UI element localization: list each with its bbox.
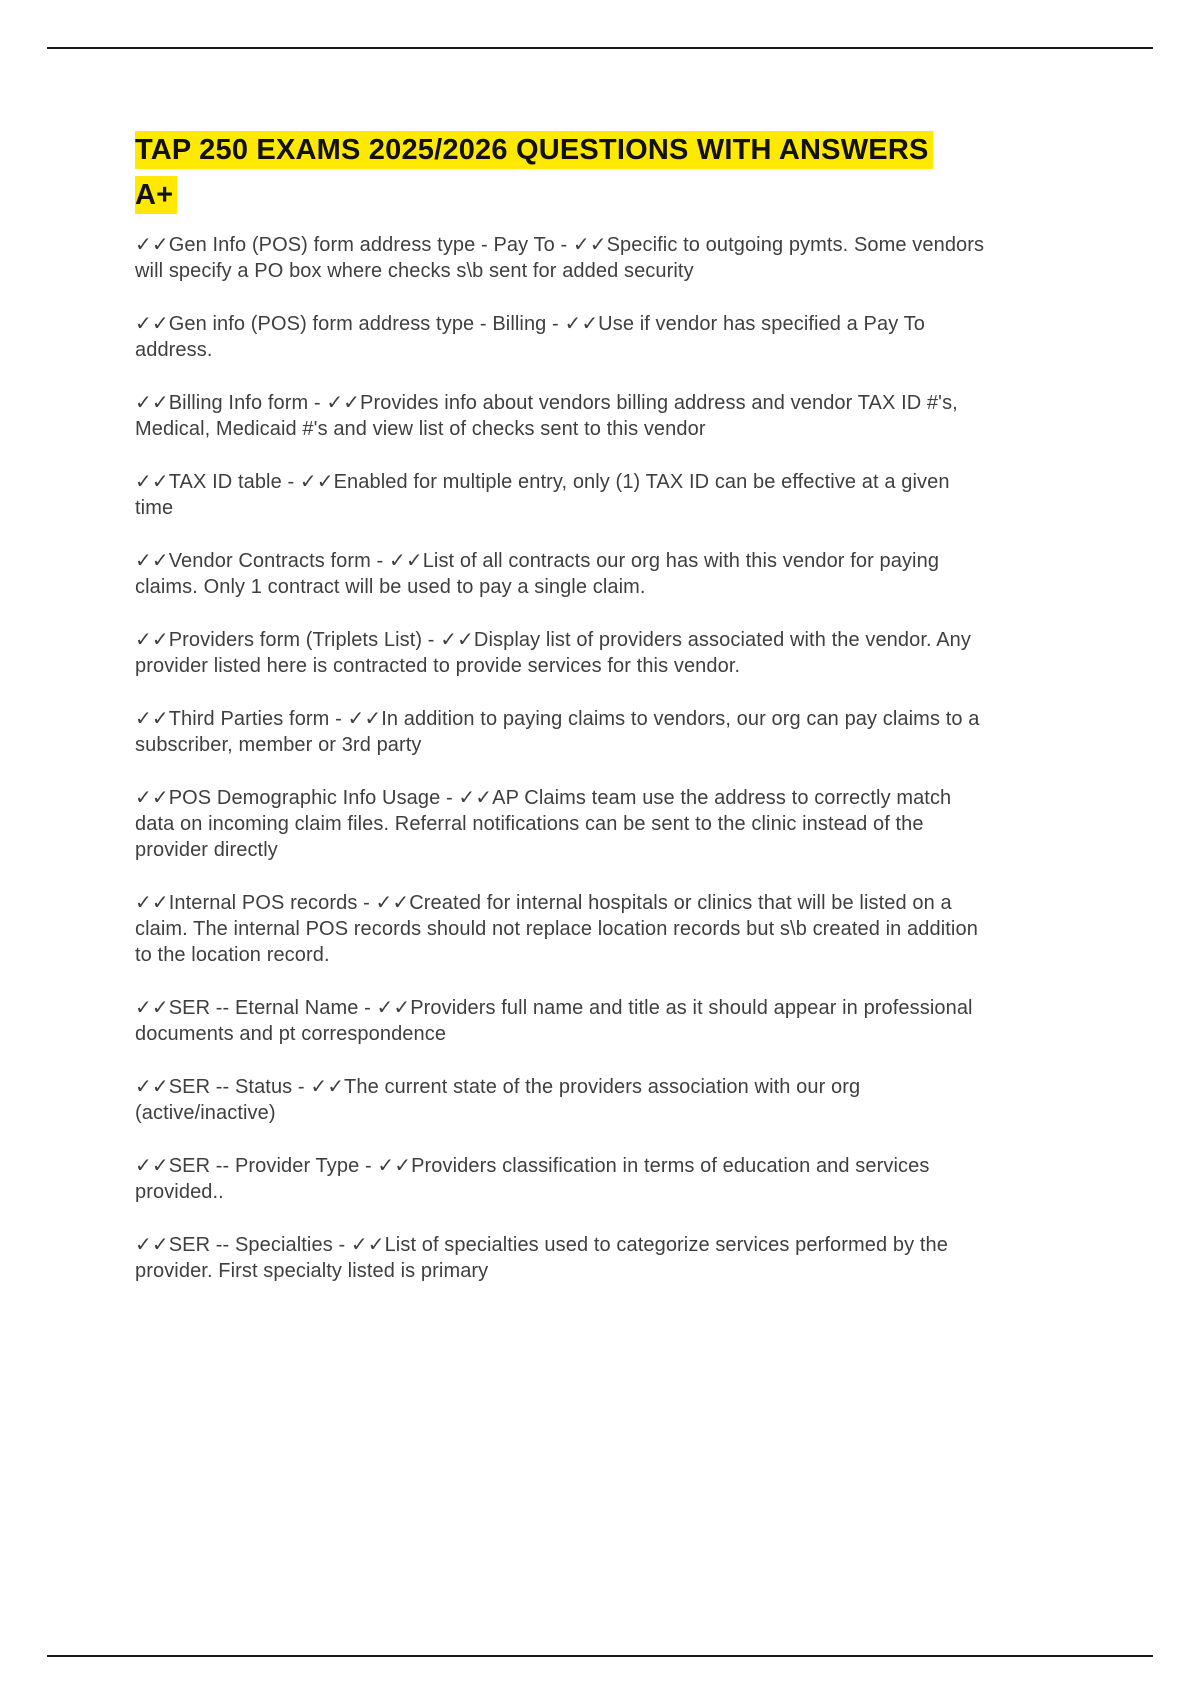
top-border-rule [47,47,1153,49]
qa-paragraph: ✓✓Third Parties form - ✓✓In addition to paying claims to vendors, our org can pay claims to a subscriber, member or 3rd party [135,707,980,756]
qa-paragraph: ✓✓TAX ID table - ✓✓Enabled for multiple entry, only (1) TAX ID can be effective at a given time [135,470,950,519]
qa-paragraph: ✓✓SER -- Status - ✓✓The current state of the providers association with our org (active/inactive) [135,1075,861,1124]
qa-paragraph: ✓✓Providers form (Triplets List) - ✓✓Display list of providers associated with the vendor. Any provider listed here is contracted to provide services for this vendor. [135,628,971,677]
page-content [135,128,993,1311]
qa-paragraph: ✓✓Gen Info (POS) form address type - Pay To - ✓✓Specific to outgoing pymts. Some vendors will specify a PO box where checks s\b sent for added security [135,233,985,282]
bottom-border-rule [47,1655,1153,1657]
qa-paragraph: ✓✓SER -- Eternal Name - ✓✓Providers full name and title as it should appear in professional documents and pt correspondence [135,996,973,1045]
qa-paragraph: ✓✓POS Demographic Info Usage - ✓✓AP Claims team use the address to correctly match data on incoming claim files. Referral notifications can be sent to the clinic instead of the provider directly [135,786,952,861]
qa-paragraph: ✓✓Internal POS records - ✓✓Created for internal hospitals or clinics that will be listed on a claim. The internal POS records should not replace location records but s\b created in addition to the location record. [135,891,978,966]
qa-paragraph: ✓✓Gen info (POS) form address type - Billing - ✓✓Use if vendor has specified a Pay To address. [135,312,925,361]
page-title [135,128,993,218]
qa-list [135,232,993,1284]
qa-paragraph: ✓✓SER -- Specialties - ✓✓List of specialties used to categorize services performed by the provider. First specialty listed is primary [135,1233,948,1282]
qa-paragraph: ✓✓Billing Info form - ✓✓Provides info about vendors billing address and vendor TAX ID #'s, Medical, Medicaid #'s and view list of checks sent to this vendor [135,391,958,440]
page-title-line1: TAP 250 EXAMS 2025/2026 QUESTIONS WITH ANSWERS [135,131,933,169]
qa-paragraph: ✓✓Vendor Contracts form - ✓✓List of all contracts our org has with this vendor for paying claims. Only 1 contract will be used to pay a single claim. [135,549,940,598]
qa-paragraph: ✓✓SER -- Provider Type - ✓✓Providers classification in terms of education and services provided.. [135,1154,930,1203]
page-title-line2: A+ [135,176,177,214]
